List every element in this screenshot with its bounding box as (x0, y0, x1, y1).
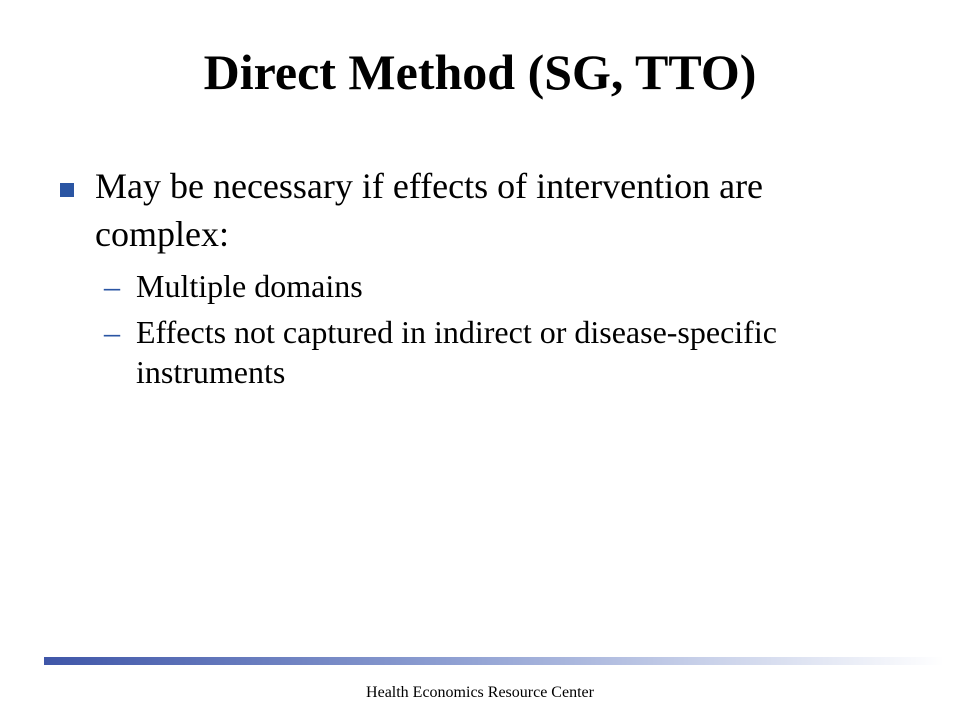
sub-bullet-text: Multiple domains (136, 268, 363, 304)
dash-bullet-icon: – (104, 314, 120, 350)
bullet-item (60, 162, 900, 258)
bullet-list (60, 162, 900, 398)
sub-bullet-item (60, 312, 900, 392)
footer-text: Health Economics Resource Center (366, 684, 594, 701)
slide-title: Direct Method (SG, TTO) (203, 44, 757, 100)
footer-divider (44, 657, 944, 665)
sub-bullet-item (60, 266, 900, 306)
bullet-text: May be necessary if effects of intervention are complex: (95, 166, 764, 254)
dash-bullet-icon: – (104, 268, 120, 304)
sub-bullet-list (60, 266, 900, 392)
sub-bullet-text: Effects not captured in indirect or disease-specific instruments (136, 314, 777, 390)
square-bullet-icon (60, 183, 74, 197)
